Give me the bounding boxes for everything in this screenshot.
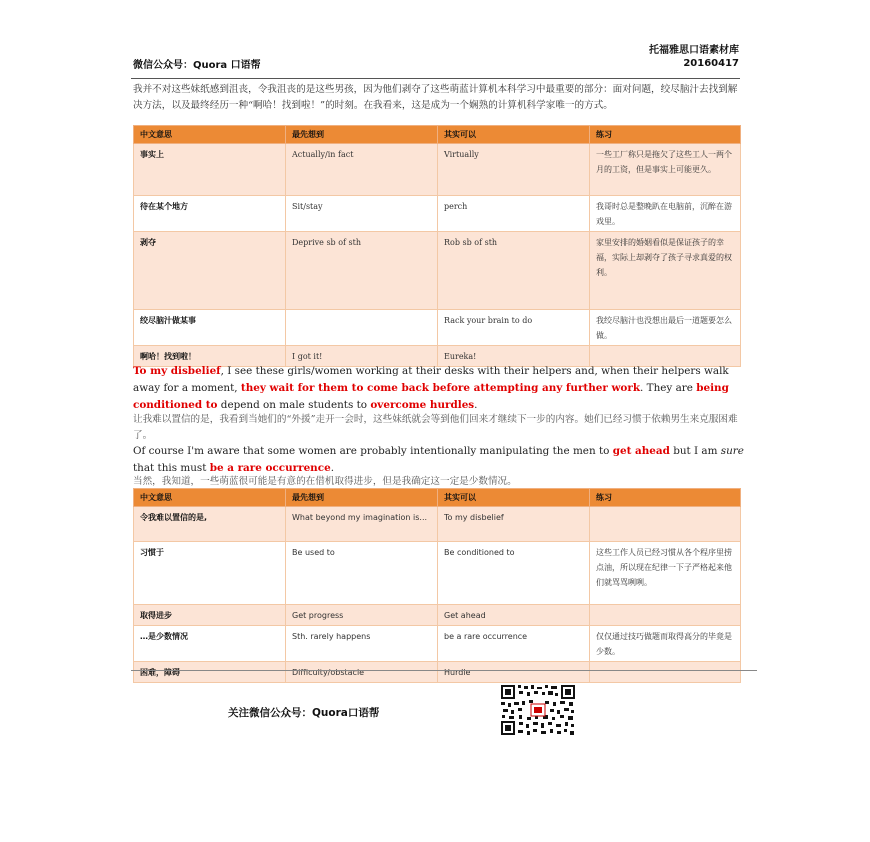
header-date: 20160417 bbox=[683, 58, 739, 69]
cell-meaning: 取得进步 bbox=[134, 605, 286, 626]
cell-first bbox=[286, 310, 438, 346]
cell-meaning: 啊哈！找到啦！ bbox=[134, 346, 286, 367]
table-row bbox=[134, 626, 741, 662]
cell-meaning: 绞尽脑汁做某事 bbox=[134, 310, 286, 346]
table-row bbox=[134, 144, 741, 196]
col-header-meaning: 中文意思 bbox=[134, 126, 286, 144]
cell-better: Be conditioned to bbox=[438, 542, 590, 605]
cell-first: Deprive sb of sth bbox=[286, 232, 438, 310]
cell-first: Actually/in fact bbox=[286, 144, 438, 196]
cell-practice: 家里安排的婚姻看似是保证孩子的幸福，实际上却剥夺了孩子寻求真爱的权利。 bbox=[590, 232, 741, 310]
cell-first: Be used to bbox=[286, 542, 438, 605]
p1-seg: , I see these girls/women working at their desks with their helpers and, when their helpers walk away for a moment, bbox=[133, 365, 729, 394]
p2-seg: get ahead bbox=[612, 445, 670, 457]
table-row bbox=[134, 605, 741, 626]
p1-seg: overcome hurdles bbox=[370, 399, 475, 411]
cell-practice: 我哥时总是整晚趴在电脑前，沉醉在游戏里。 bbox=[590, 196, 741, 232]
paragraph-2-translation: 当然，我知道，一些萌蓝很可能是有意的在借机取得进步，但是我确定这一定是少数情况。 bbox=[133, 476, 517, 487]
p2-seg: be a rare occurrence bbox=[209, 462, 331, 474]
cell-better: Virtually bbox=[438, 144, 590, 196]
p2-seg: but I am bbox=[669, 445, 721, 457]
cell-meaning: …是少数情况 bbox=[134, 626, 286, 662]
table-row bbox=[134, 507, 741, 542]
col-header-first: 最先想到 bbox=[286, 126, 438, 144]
cell-meaning: 令我难以置信的是, bbox=[134, 507, 286, 542]
footer-divider bbox=[131, 670, 757, 671]
vocab-table-1 bbox=[133, 125, 741, 367]
p1-seg: To my disbelief bbox=[133, 365, 221, 377]
cell-better: Rack your brain to do bbox=[438, 310, 590, 346]
paragraph-2 bbox=[133, 443, 745, 477]
col-header-meaning: 中文意思 bbox=[134, 489, 286, 507]
p2-seg: . bbox=[330, 462, 334, 474]
cell-meaning: 事实上 bbox=[134, 144, 286, 196]
cell-practice: 仅仅通过技巧做题而取得高分的毕竟是少数。 bbox=[590, 626, 741, 662]
cell-practice: 这些工作人员已经习惯从各个程序里捞点油，所以现在纪律一下子严格起来他们就骂骂咧咧。 bbox=[590, 542, 741, 605]
col-header-better: 其实可以 bbox=[438, 489, 590, 507]
cell-better: Eureka! bbox=[438, 346, 590, 367]
cell-first: Sit/stay bbox=[286, 196, 438, 232]
table-header-row bbox=[134, 489, 741, 507]
table-row bbox=[134, 232, 741, 310]
cell-better: be a rare occurrence bbox=[438, 626, 590, 662]
p1-seg: they wait for them to come back before attempting any further work bbox=[240, 382, 641, 394]
table-row bbox=[134, 662, 741, 683]
p1-seg: depend on male students to bbox=[217, 399, 371, 411]
footer-follow-text: 关注微信公众号：Quora口语帮 bbox=[228, 707, 380, 719]
p1-seg: . bbox=[474, 399, 478, 411]
cell-practice bbox=[590, 662, 741, 683]
cell-better: Hurdle bbox=[438, 662, 590, 683]
cell-meaning: 困难，障碍 bbox=[134, 662, 286, 683]
table-row bbox=[134, 196, 741, 232]
p2-seg: Of course I'm aware that some women are probably intentionally manipulating the men to bbox=[133, 445, 613, 457]
cell-practice bbox=[590, 507, 741, 542]
cell-practice: 我绞尽脑汁也没想出最后一道题要怎么做。 bbox=[590, 310, 741, 346]
p2-seg: sure bbox=[720, 445, 744, 457]
cell-first: Get progress bbox=[286, 605, 438, 626]
cell-better: Rob sb of sth bbox=[438, 232, 590, 310]
paragraph-1 bbox=[133, 363, 745, 414]
qr-code-icon bbox=[500, 684, 576, 736]
cell-practice: 一些工厂称只是拖欠了这些工人一两个月的工资，但是事实上可能更久。 bbox=[590, 144, 741, 196]
cell-meaning: 剥夺 bbox=[134, 232, 286, 310]
vocab-table-2 bbox=[133, 488, 741, 683]
cell-first: Difficulty/obstacle bbox=[286, 662, 438, 683]
header-account: 微信公众号：Quora 口语帮 bbox=[133, 60, 261, 71]
col-header-better: 其实可以 bbox=[438, 126, 590, 144]
cell-better: perch bbox=[438, 196, 590, 232]
p1-seg: . They are bbox=[640, 382, 697, 394]
cell-better: To my disbelief bbox=[438, 507, 590, 542]
cell-first: What beyond my imagination is... bbox=[286, 507, 438, 542]
cell-first: Sth. rarely happens bbox=[286, 626, 438, 662]
p1-seg: being conditioned to bbox=[133, 382, 729, 411]
table-row bbox=[134, 542, 741, 605]
cell-meaning: 习惯于 bbox=[134, 542, 286, 605]
header-library bbox=[649, 44, 739, 70]
intro-paragraph: 我并不对这些妹纸感到沮丧，令我沮丧的是这些男孩，因为他们剥夺了这些萌蓝计算机本科学习中最重要的部分：面对问题，绞尽脑汁去找到解决方法，以及最终经历一种“啊哈！找到啦！”的时刻。在我看来，这是成为一个娴熟的计算机科学家唯一的方式。 bbox=[133, 84, 738, 111]
col-header-first: 最先想到 bbox=[286, 489, 438, 507]
table-header-row bbox=[134, 126, 741, 144]
cell-better: Get ahead bbox=[438, 605, 590, 626]
table-row bbox=[134, 310, 741, 346]
header-library-title: 托福雅思口语素材库 bbox=[649, 45, 739, 56]
cell-meaning: 待在某个地方 bbox=[134, 196, 286, 232]
col-header-practice: 练习 bbox=[590, 489, 741, 507]
cell-first: I got it! bbox=[286, 346, 438, 367]
cell-practice bbox=[590, 605, 741, 626]
header-divider bbox=[131, 78, 740, 79]
col-header-practice: 练习 bbox=[590, 126, 741, 144]
paragraph-1-translation: 让我难以置信的是，我看到当她们的“外援”走开一会时，这些妹纸就会等到他们回来才继续下一步的内容。她们已经习惯于依赖男生来克服困难了。 bbox=[133, 414, 738, 441]
p2-seg: that this must bbox=[133, 462, 210, 474]
